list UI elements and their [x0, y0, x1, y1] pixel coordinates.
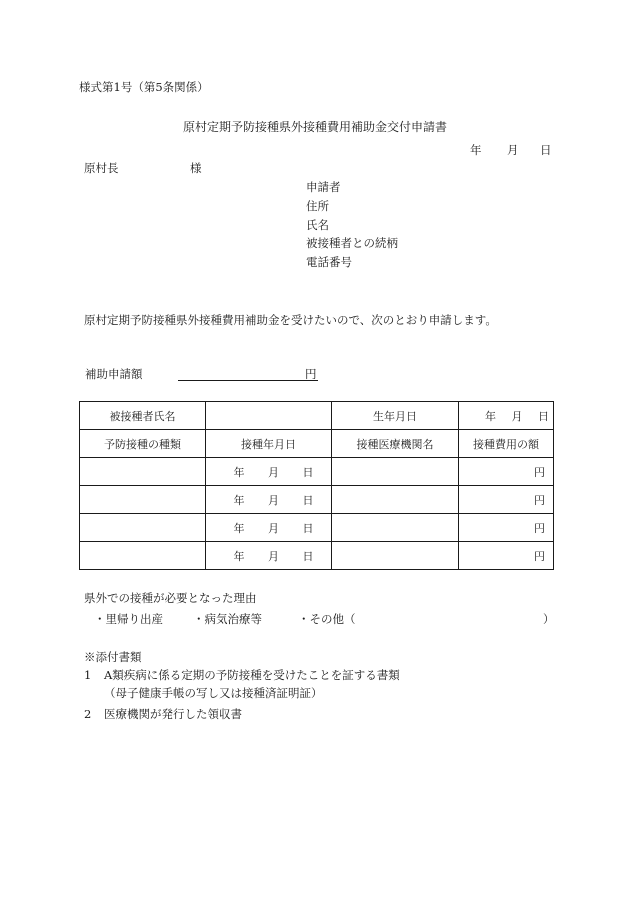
date-year: 年	[470, 143, 482, 157]
patient-name-field[interactable]	[206, 402, 332, 430]
amount-unit: 円	[305, 367, 317, 381]
birth-date-field[interactable]	[459, 402, 554, 430]
applicant-relationship-label: 被接種者との続柄	[306, 236, 398, 250]
applicant-address-label: 住所	[306, 199, 329, 213]
applicant-heading: 申請者	[306, 180, 341, 194]
col-header-date: 接種年月日	[206, 430, 332, 458]
cost-field[interactable]: 円	[459, 514, 554, 542]
vaccine-type-field[interactable]	[80, 542, 206, 570]
attachment-1-number: 1	[84, 668, 92, 682]
vaccination-month: 月	[268, 521, 279, 535]
patient-name-label: 被接種者氏名	[80, 402, 206, 430]
vaccination-month: 月	[268, 493, 279, 507]
vaccination-date-field[interactable]	[206, 458, 332, 486]
reason-option-homecoming-birth[interactable]: ・里帰り出産	[94, 612, 163, 626]
attachment-1-text: A類疾病に係る定期の予防接種を受けたことを証する書類	[104, 668, 400, 682]
addressee-name: 原村長	[84, 161, 119, 175]
table-row-patient	[80, 402, 554, 430]
institution-field[interactable]	[332, 514, 459, 542]
vaccination-day: 日	[302, 465, 314, 479]
vaccination-year: 年	[233, 549, 245, 563]
vaccination-day: 日	[302, 521, 314, 535]
applicant-name-label: 氏名	[306, 218, 329, 232]
col-header-institution: 接種医療機関名	[332, 430, 459, 458]
reason-label: 県外での接種が必要となった理由	[84, 591, 257, 605]
reason-option-other[interactable]: ・その他（	[298, 612, 356, 626]
table-header-row	[80, 430, 554, 458]
attachment-2-text: 医療機関が発行した領収書	[104, 707, 242, 721]
date-day: 日	[540, 143, 552, 157]
table-row	[80, 486, 554, 514]
vaccination-date-field[interactable]	[206, 486, 332, 514]
cost-field[interactable]: 円	[459, 458, 554, 486]
document-title: 原村定期予防接種県外接種費用補助金交付申請書	[182, 120, 447, 134]
institution-field[interactable]	[332, 542, 459, 570]
attachment-2-number: 2	[84, 707, 92, 721]
vaccine-type-field[interactable]	[80, 514, 206, 542]
institution-field[interactable]	[332, 458, 459, 486]
col-header-cost: 接種費用の額	[459, 430, 554, 458]
vaccination-table	[79, 401, 554, 570]
vaccination-month: 月	[268, 549, 279, 563]
reason-option-medical-treatment[interactable]: ・病気治療等	[193, 612, 262, 626]
birth-month: 月	[511, 409, 523, 423]
attachments-label: ※添付書類	[84, 650, 142, 664]
cost-field[interactable]: 円	[459, 542, 554, 570]
vaccination-year: 年	[233, 521, 245, 535]
birth-day: 日	[538, 409, 549, 423]
date-month: 月	[507, 143, 519, 157]
attachment-1-subtext: （母子健康手帳の写し又は接種済証明証）	[104, 686, 323, 700]
table-row	[80, 542, 554, 570]
table-row	[80, 458, 554, 486]
vaccination-date-field[interactable]	[206, 542, 332, 570]
cost-field[interactable]: 円	[459, 486, 554, 514]
amount-field[interactable]	[178, 380, 318, 381]
addressee-honorific: 様	[190, 161, 202, 175]
vaccine-type-field[interactable]	[80, 486, 206, 514]
vaccination-month: 月	[268, 465, 279, 479]
intro-text: 原村定期予防接種県外接種費用補助金を受けたいので、次のとおり申請します。	[84, 313, 497, 327]
reason-option-other-close: ）	[543, 612, 555, 626]
vaccination-year: 年	[233, 465, 245, 479]
vaccination-day: 日	[302, 549, 314, 563]
amount-label: 補助申請額	[85, 367, 143, 381]
vaccination-date-field[interactable]	[206, 514, 332, 542]
birth-year: 年	[485, 409, 496, 423]
form-number: 様式第1号（第5条関係）	[79, 80, 209, 94]
applicant-phone-label: 電話番号	[306, 255, 352, 269]
table-row	[80, 514, 554, 542]
vaccination-day: 日	[302, 493, 314, 507]
institution-field[interactable]	[332, 486, 459, 514]
col-header-type: 予防接種の種類	[80, 430, 206, 458]
vaccination-year: 年	[233, 493, 245, 507]
vaccine-type-field[interactable]	[80, 458, 206, 486]
birth-date-label: 生年月日	[332, 402, 459, 430]
